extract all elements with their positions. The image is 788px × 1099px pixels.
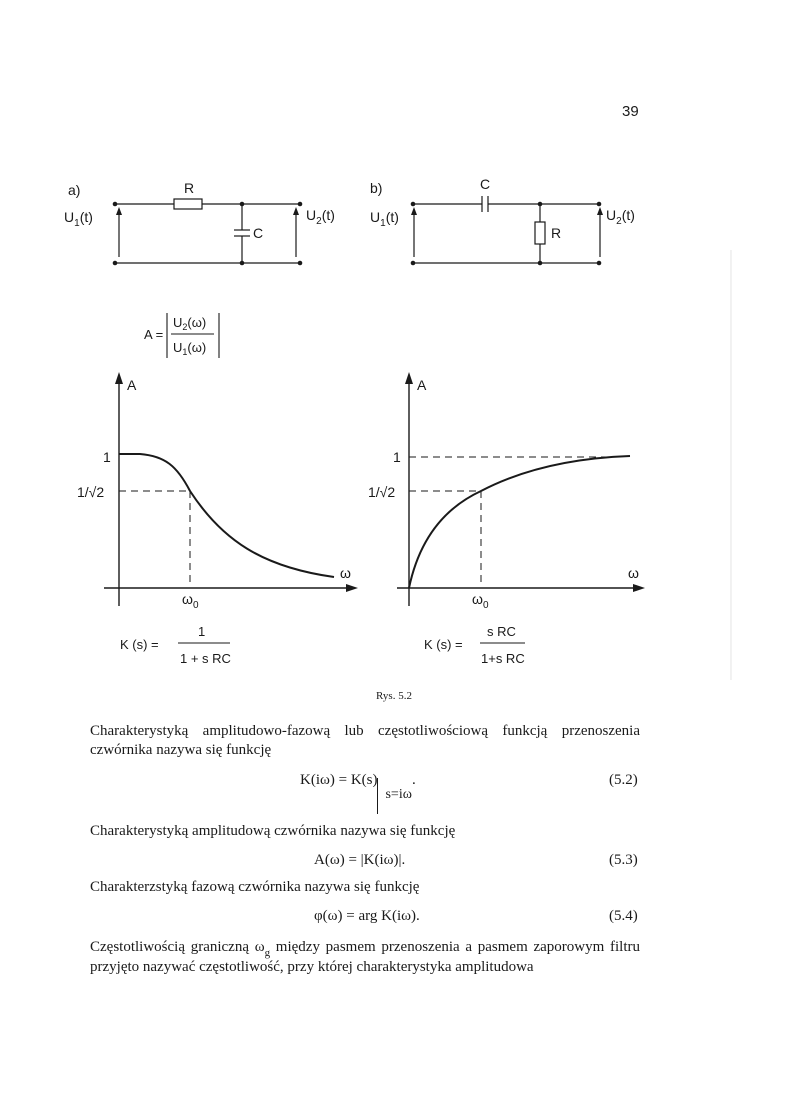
equation-5-2-number: (5.2) [609, 772, 638, 788]
plot-right-curve [409, 456, 630, 588]
plot-right-transfer-lhs: K (s) = [424, 637, 463, 652]
svg-text:U1(ω): $U_1(\omega)$ [173, 340, 207, 357]
svg-text:A =: A = [144, 327, 164, 342]
circuit-a-tag: a) [68, 182, 81, 198]
plot-right-y-arrow-icon [405, 372, 413, 384]
plot-left-x-arrow-icon [346, 584, 358, 592]
circuit-a-resistor-label: R [184, 180, 195, 196]
circuit-b-tag: b) [370, 180, 383, 196]
plot-left-y-arrow-icon [115, 372, 123, 384]
plot-left-x-label: ω [340, 565, 351, 581]
equation-5-2: K(iω) = K(s) s=iω. [300, 772, 416, 789]
equation-5-3: A(ω) = |K(iω)|. [314, 852, 406, 868]
circuit-b-resistor-label: R [551, 225, 562, 241]
paragraph-1: Charakterystyką amplitudowo-fazową lub częstotliwościową funkcją przenoszenia czwórnika nazywa się funkcję [90, 723, 640, 758]
plot-right-omega0: $\omega_0$ [472, 591, 489, 611]
paragraph-2: Charakterystyką amplitudową czwórnika nazywa się funkcję [90, 823, 456, 839]
svg-text:U2(ω): $U_2(\omega)$ [173, 315, 207, 332]
figure-caption: Rys. 5.2 [376, 690, 412, 702]
circuit-b-input-label: $U_1(t)$ [370, 209, 399, 229]
plot-left-transfer-num: 1 [198, 624, 206, 639]
plot-left-omega0: $\omega_0$ [182, 591, 199, 611]
plot-right-transfer-num: s RC [487, 624, 516, 639]
plot-right-y-label: A [417, 377, 427, 393]
plot-right [368, 372, 645, 666]
circuit-b-capacitor-label: C [480, 176, 491, 192]
paragraph-4: Częstotliwością graniczną $\omega_g$ między pasmem przenoszenia a pasmem zaporowym filtru przyjęto nazywać częstotliwość, przy której charakterystyka amplitudowa [90, 939, 640, 975]
plot-left-transfer-lhs: K (s) = [120, 637, 159, 652]
plot-left [77, 372, 358, 666]
amplitude-definition [144, 313, 219, 358]
paragraph-3: Charakterzstyką fazową czwórnika nazywa się funkcję [90, 879, 420, 895]
plot-left-y-label: A [127, 377, 137, 393]
circuit-b [413, 196, 600, 263]
plot-right-transfer-den: 1+s RC [481, 651, 525, 666]
plot-left-tick-one: 1 [103, 449, 111, 465]
equation-5-4: φ(ω) = arg K(iω). [314, 908, 420, 924]
page-number: 39 [622, 103, 639, 120]
circuit-a-input-label: $U_1(t)$ [64, 209, 93, 229]
plot-left-transfer-den: 1 + s RC [180, 651, 231, 666]
circuit-b-output-label: $U_2(t)$ [606, 207, 635, 227]
plot-right-x-arrow-icon [633, 584, 645, 592]
circuit-a [115, 199, 300, 263]
equation-5-4-number: (5.4) [609, 908, 638, 924]
plot-right-x-label: ω [628, 565, 639, 581]
plot-right-tick-one: 1 [393, 449, 401, 465]
plot-left-curve [119, 454, 334, 577]
plot-left-tick-sqrt: 1/√2 [77, 484, 105, 500]
circuit-a-capacitor-label: C [253, 225, 264, 241]
plot-right-tick-sqrt: 1/√2 [368, 484, 396, 500]
equation-5-3-number: (5.3) [609, 852, 638, 868]
circuit-a-output-label: $U_2(t)$ [306, 207, 335, 227]
